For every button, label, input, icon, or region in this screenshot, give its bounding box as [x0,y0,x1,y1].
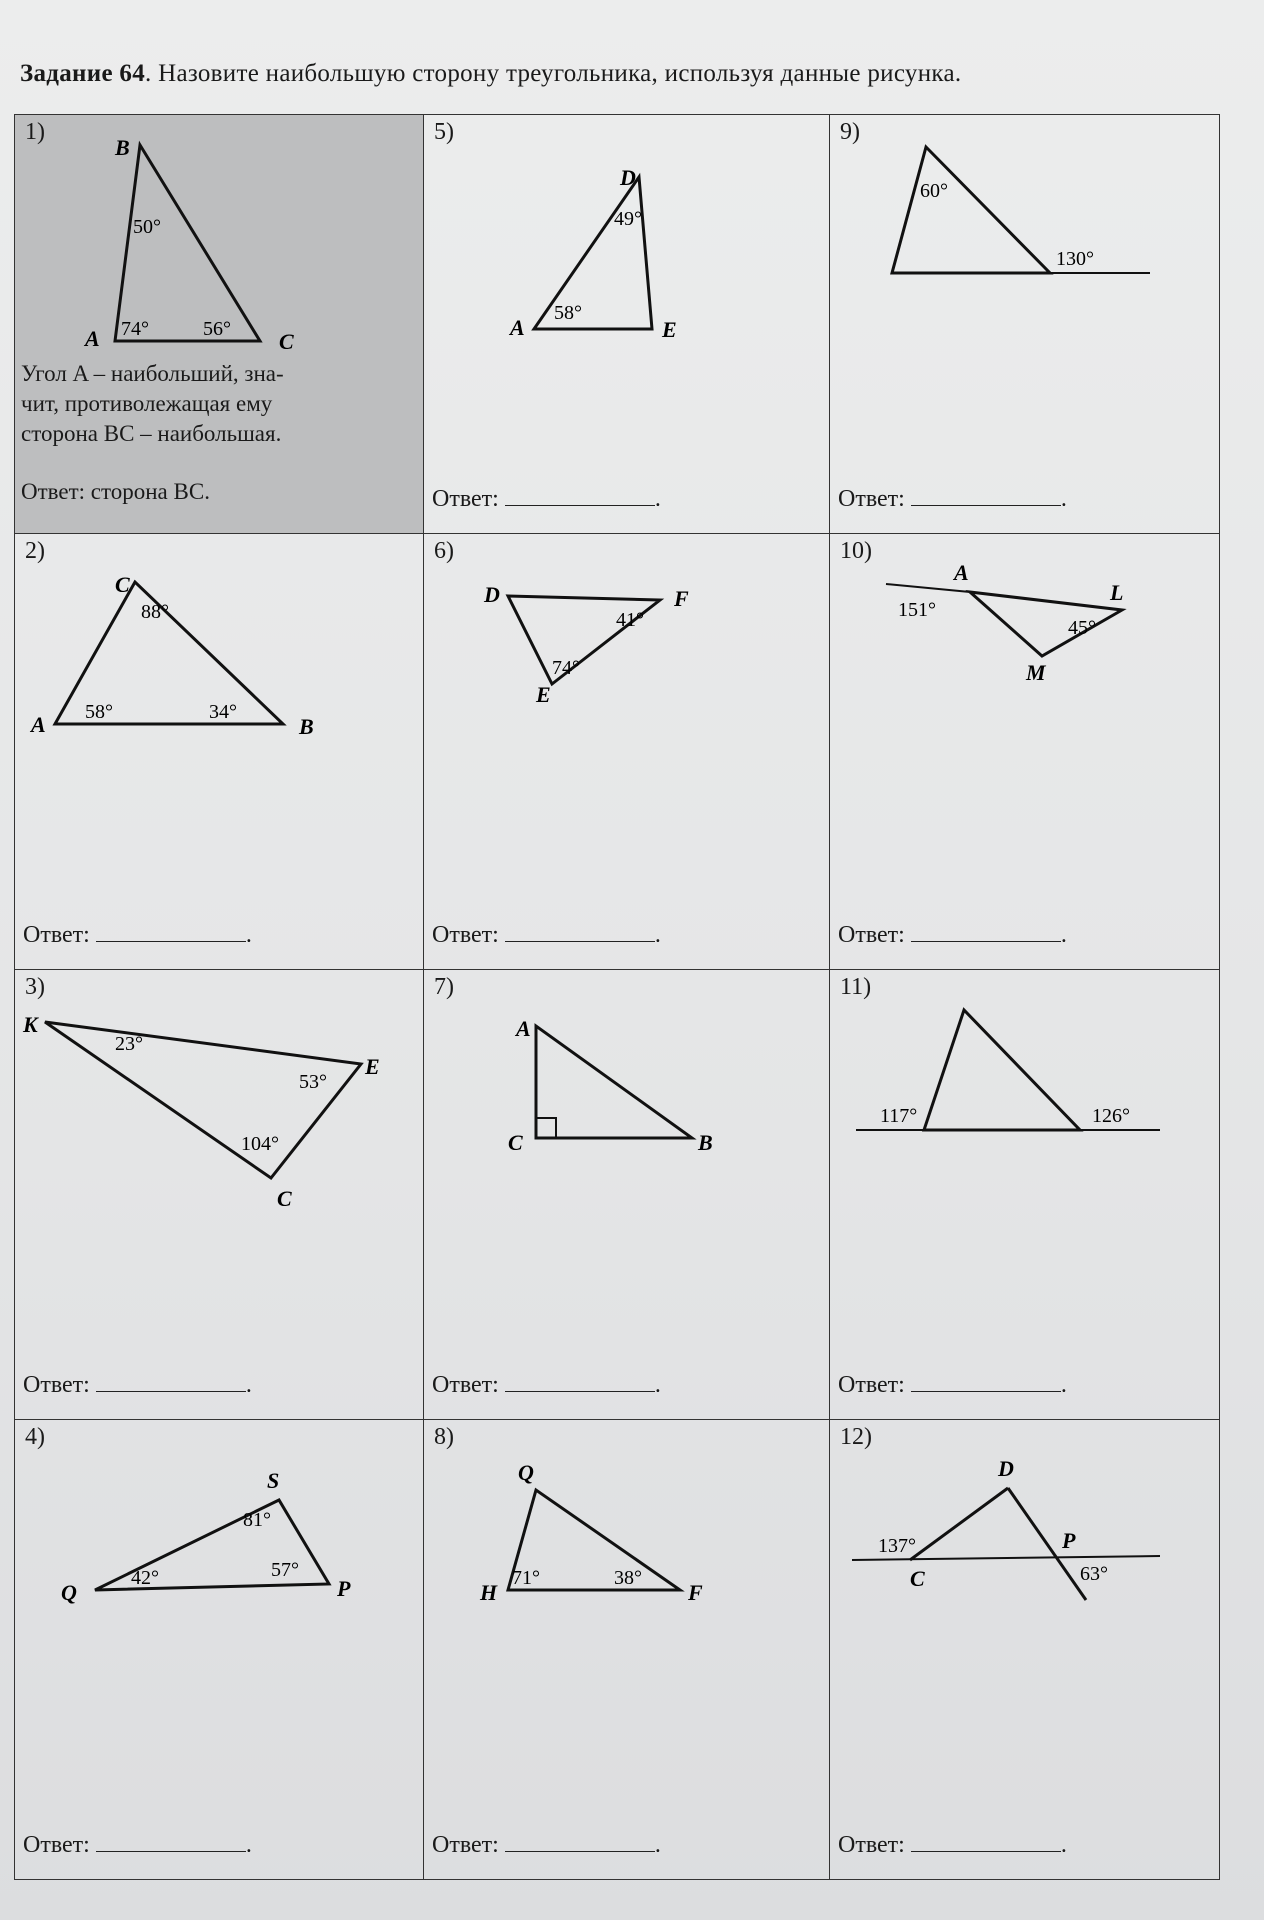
angle-label: 50° [133,216,161,238]
angle-label: 38° [614,1567,642,1589]
answer-blank[interactable] [911,485,1061,506]
answer-line: Ответ: . [23,1372,252,1398]
answer-blank[interactable] [96,921,246,942]
answer-label: Ответ: [432,1832,499,1858]
vertex-label: A [31,712,46,737]
vertex-label: A [510,315,525,340]
problem-number: 9) [840,119,860,145]
triangle-figure [15,1420,423,1879]
triangle-figure [15,534,423,969]
cell-10 [830,534,1220,970]
vertex-label: A [85,326,100,351]
answer-line: Ответ: . [838,486,1067,512]
vertex-label: P [337,1576,351,1601]
answer-blank[interactable] [505,1371,655,1392]
vertex-label: P [1062,1528,1076,1553]
vertex-label: B [299,714,314,739]
answer-label: Ответ: [432,486,499,512]
angle-label: 126° [1092,1105,1130,1127]
vertex-label: F [688,1580,703,1605]
angle-label: 104° [241,1133,279,1155]
vertex-label: C [910,1566,925,1591]
angle-label: 117° [880,1105,918,1127]
angle-label: 63° [1080,1563,1108,1585]
vertex-label: F [674,586,689,611]
answer-line: Ответ: . [838,1832,1067,1858]
answer-blank[interactable] [96,1371,246,1392]
task-grid [14,114,1220,1880]
vertex-label: A [954,560,969,585]
angle-label: 81° [243,1509,271,1531]
angle-label: 53° [299,1071,327,1093]
task-number: Задание 64 [20,60,145,87]
vertex-label: Q [61,1580,77,1605]
answer-line: Ответ: . [432,1832,661,1858]
answer-line: Ответ: . [432,486,661,512]
problem-number: 10) [840,538,872,564]
angle-label: 49° [614,208,642,230]
vertex-label: C [279,329,294,354]
angle-label: 41° [616,609,644,631]
answer-label: Ответ: [838,1372,905,1398]
cell-8 [424,1420,830,1880]
triangle-figure [15,970,423,1419]
explanation-line: Угол A – наибольший, зна- [21,361,284,386]
cell-11 [830,970,1220,1420]
cell-9 [830,114,1220,534]
vertex-label: E [536,682,551,707]
answer-blank[interactable] [911,921,1061,942]
angle-label: 56° [203,318,231,340]
task-text: . Назовите наибольшую сторону треугольника, используя данные рисунка. [145,60,962,87]
triangle-figure [424,1420,829,1879]
vertex-label: L [1110,580,1124,605]
cell-1 [14,114,424,534]
vertex-label: D [620,165,636,190]
angle-label: 57° [271,1559,299,1581]
problem-number: 7) [434,974,454,1000]
cell-6 [424,534,830,970]
answer-line: Ответ: . [23,922,252,948]
answer-line: Ответ: . [23,1832,252,1858]
angle-label: 137° [878,1535,916,1557]
angle-label: 58° [85,701,113,723]
triangle-figure [830,115,1219,533]
angle-label: 45° [1068,617,1096,639]
vertex-label: E [365,1054,380,1079]
answer-line: Ответ: . [838,1372,1067,1398]
vertex-label: K [23,1012,38,1037]
answer-label: Ответ: [23,1832,90,1858]
triangle-figure [424,534,829,969]
problem-number: 12) [840,1424,872,1450]
vertex-label: C [277,1186,292,1211]
vertex-label: B [115,135,130,160]
triangle-figure [424,970,829,1419]
vertex-label: M [1026,660,1046,685]
cell-2 [14,534,424,970]
answer-label: Ответ: [838,1832,905,1858]
example-answer: Ответ: сторона BC. [21,479,210,504]
vertex-label: H [480,1580,498,1605]
angle-label: 60° [920,180,948,202]
answer-blank[interactable] [505,485,655,506]
angle-label: 71° [512,1567,540,1589]
problem-number: 8) [434,1424,454,1450]
explanation-line: чит, противолежащая ему [21,391,273,416]
task-title [20,60,1240,88]
angle-label: 58° [554,302,582,324]
problem-number: 1) [25,119,45,145]
answer-blank[interactable] [911,1831,1061,1852]
problem-number: 3) [25,974,45,1000]
answer-blank[interactable] [505,921,655,942]
problem-number: 11) [840,974,872,1000]
triangle-figure [830,970,1219,1419]
cell-5 [424,114,830,534]
vertex-label: B [698,1130,713,1155]
cell-7 [424,970,830,1420]
angle-label: 130° [1056,248,1094,270]
answer-blank[interactable] [96,1831,246,1852]
triangle-figure [830,1420,1219,1879]
triangle-figure [15,115,423,533]
answer-blank[interactable] [911,1371,1061,1392]
answer-label: Ответ: [23,922,90,948]
problem-number: 2) [25,538,45,564]
cell-4 [14,1420,424,1880]
vertex-label: C [508,1130,523,1155]
angle-label: 151° [898,599,936,621]
angle-label: 74° [552,657,580,679]
angle-label: 23° [115,1033,143,1055]
angle-label: 42° [131,1567,159,1589]
angle-label: 34° [209,701,237,723]
answer-label: Ответ: [838,922,905,948]
vertex-label: Q [518,1460,534,1485]
vertex-label: E [662,317,677,342]
explanation-text [21,359,421,449]
triangle-figure [830,534,1219,969]
problem-number: 6) [434,538,454,564]
vertex-label: A [516,1016,531,1041]
vertex-label: C [115,572,130,597]
answer-label: Ответ: [838,486,905,512]
answer-line: Ответ: . [432,1372,661,1398]
vertex-label: S [267,1468,280,1493]
cell-3 [14,970,424,1420]
explanation-line: сторона BC – наибольшая. [21,421,282,446]
problem-number: 5) [434,119,454,145]
answer-line: Ответ: . [432,922,661,948]
answer-line: Ответ: . [838,922,1067,948]
cell-12 [830,1420,1220,1880]
vertex-label: D [484,582,500,607]
triangle-figure [424,115,829,533]
answer-label: Ответ: [432,922,499,948]
answer-blank[interactable] [505,1831,655,1852]
angle-label: 74° [121,318,149,340]
answer-label: Ответ: [432,1372,499,1398]
angle-label: 88° [141,601,169,623]
answer-label: Ответ: [23,1372,90,1398]
vertex-label: D [998,1456,1014,1481]
problem-number: 4) [25,1424,45,1450]
